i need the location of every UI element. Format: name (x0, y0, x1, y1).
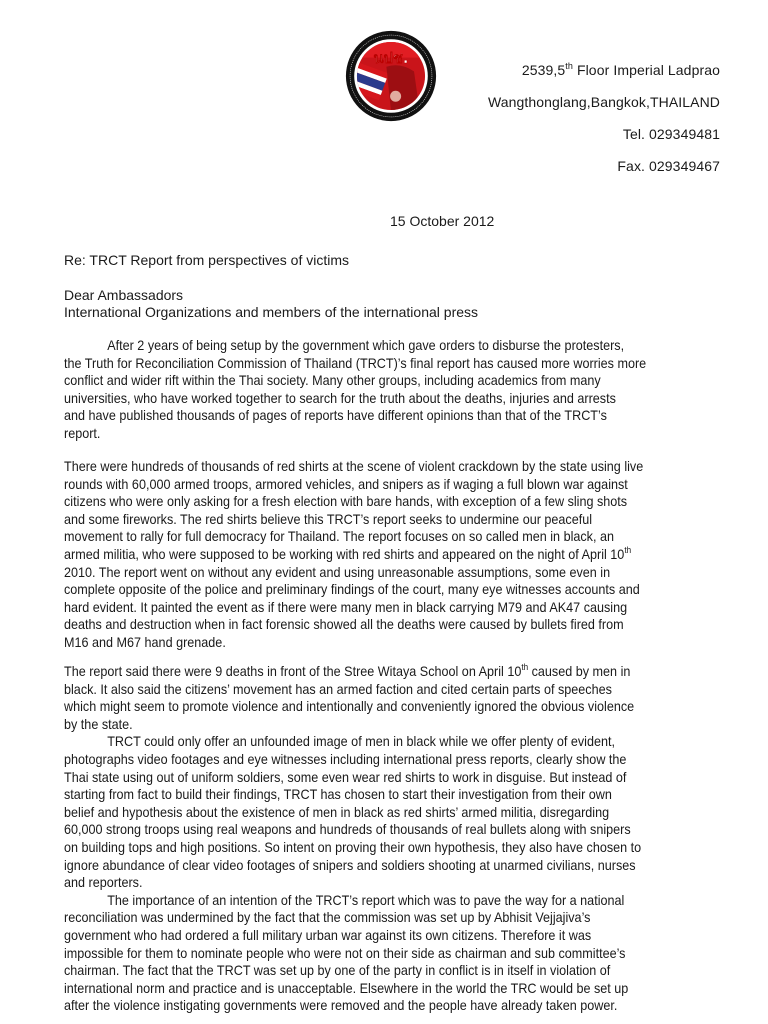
paragraph-line: photographs video footages and eye witnesses including international press reports, clearly show the (64, 750, 627, 767)
paragraph-line: Thai state using out of uniform soldiers, some even wear red shirts to work in disguise. But instead of (64, 768, 627, 785)
organization-logo-icon (345, 30, 437, 122)
salutation-line-1: Dear Ambassadors (64, 287, 184, 303)
paragraph-line: starting from fact to build their findings, TRCT has chosen to start their investigation from their own (64, 786, 612, 803)
paragraph-1 (64, 337, 724, 443)
paragraph-line: universities, who have worked together to search for the truth about the deaths, injuries and arrests (64, 389, 616, 406)
paragraph-line: deaths and destruction when in fact forensic showed all the deaths were caused by bullets fired from (64, 616, 624, 633)
paragraph-line: and have published thousands of pages of reports have different opinions than that of the TRCT’s (64, 407, 607, 424)
paragraph-line: hard evident. It painted the event as if there were many men in black carrying M79 and AK47 causing (64, 598, 628, 615)
paragraph-line: and some fireworks. The red shirts believe this TRCT’s report seeks to undermine our peaceful (64, 510, 593, 527)
telephone: Tel. 029349481 (622, 126, 720, 142)
paragraph-line: the Truth for Reconciliation Commission of Thailand (TRCT)’s final report has caused more worries more (64, 354, 647, 371)
paragraph-line: by the state. (64, 715, 133, 732)
paragraph-line: 60,000 strong troops using real weapons and hundreds of thousands of real bullets along with snipers (64, 821, 631, 838)
subject-line: Re: TRCT Report from perspectives of victims (64, 252, 350, 268)
paragraph-line: There were hundreds of thousands of red shirts at the scene of violent crackdown by the state using live (64, 458, 644, 474)
paragraph-line: impossible for them to nominate people who were not on their side as chairman and sub committee’s (64, 944, 626, 961)
paragraph-line: movement to rally for full democracy for Thailand. The report focuses on so called men in black, an (64, 528, 615, 545)
paragraph-line: 2010. The report went on without any evident and using unreasonable assumptions, some even in (64, 563, 611, 580)
paragraph-line: M16 and M67 hand grenade. (64, 633, 226, 650)
letter-date: 15 October 2012 (390, 213, 495, 229)
paragraph-line: which might seem to promote violence and intentionally and conveniently ignored the obvious violence (64, 698, 635, 715)
salutation-line-2: International Organizations and members of the international press (64, 304, 479, 320)
address-line-2: Wangthonglang,Bangkok,THAILAND (487, 94, 720, 110)
paragraph-line: After 2 years of being setup by the government which gave orders to disburse the protesters, (107, 337, 625, 353)
paragraph-line: conflict and wider rift within the Thai society. Many other groups, including academics from many (64, 372, 601, 389)
paragraph-line: The report said there were 9 deaths in front of the Stree Witaya School on April 10th caused by men in (64, 662, 631, 679)
ordinal-superscript: th (624, 544, 632, 555)
paragraph-line: after the violence instigating governments were removed and the people have already taken power. (64, 997, 618, 1014)
paragraph-line: complete opposite of the police and preliminary findings of the court, many eye witnesses accounts and (64, 581, 640, 598)
paragraph-line: black. It also said the citizens’ movement has an armed faction and cited certain parts of speeches (64, 680, 612, 697)
paragraph-line: chairman. The fact that the TRCT was set up by one of the party in conflict is in itself in violation of (64, 962, 611, 979)
paragraph-line: The importance of an intention of the TRCT’s report which was to pave the way for a national (107, 891, 625, 908)
paragraph-line: TRCT could only offer an unfounded image of men in black while we offer plenty of evident, (107, 733, 615, 750)
paragraph-line: on building tops and high positions. So intent on proving their own hypothesis, they also have chosen to (64, 838, 642, 855)
paragraph-line: rounds with 60,000 armed troops, armored vehicles, and snipers as if waging a full blown war against (64, 475, 628, 492)
address-line-1: 2539,5th Floor Imperial Ladprao (521, 61, 720, 78)
paragraph-3 (64, 663, 724, 1015)
paragraph-line: government who had ordered a full military urban war against its own citizens. Therefore it was (64, 926, 592, 943)
paragraph-line: and reporters. (64, 874, 143, 891)
paragraph-2 (64, 458, 724, 652)
paragraph-line: citizens who were only asking for a fresh election with bare hands, with exception of a few sling shots (64, 493, 628, 510)
ordinal-superscript: th (521, 662, 529, 672)
paragraph-line: international norm and practice and is unacceptable. Elsewhere in the world the TRC would be set up (64, 979, 629, 996)
paragraph-line: ignore abundance of clear video footages of snipers and soldiers shooting at unarmed civilians, nurses (64, 856, 636, 873)
paragraph-line: armed militia, who were supposed to be working with red shirts and appeared on the night of April 10th (64, 544, 632, 562)
paragraph-line: reconciliation was undermined by the fact that the commission was set up by Abhisit Vejjajiva’s (64, 909, 591, 926)
logo-text: นปช. (373, 50, 409, 68)
paragraph-line: belief and hypothesis about the existence of men in black as red shirts’ armed militia, disregarding (64, 803, 610, 820)
fax: Fax. 029349467 (617, 158, 720, 174)
paragraph-line: report. (64, 424, 101, 441)
